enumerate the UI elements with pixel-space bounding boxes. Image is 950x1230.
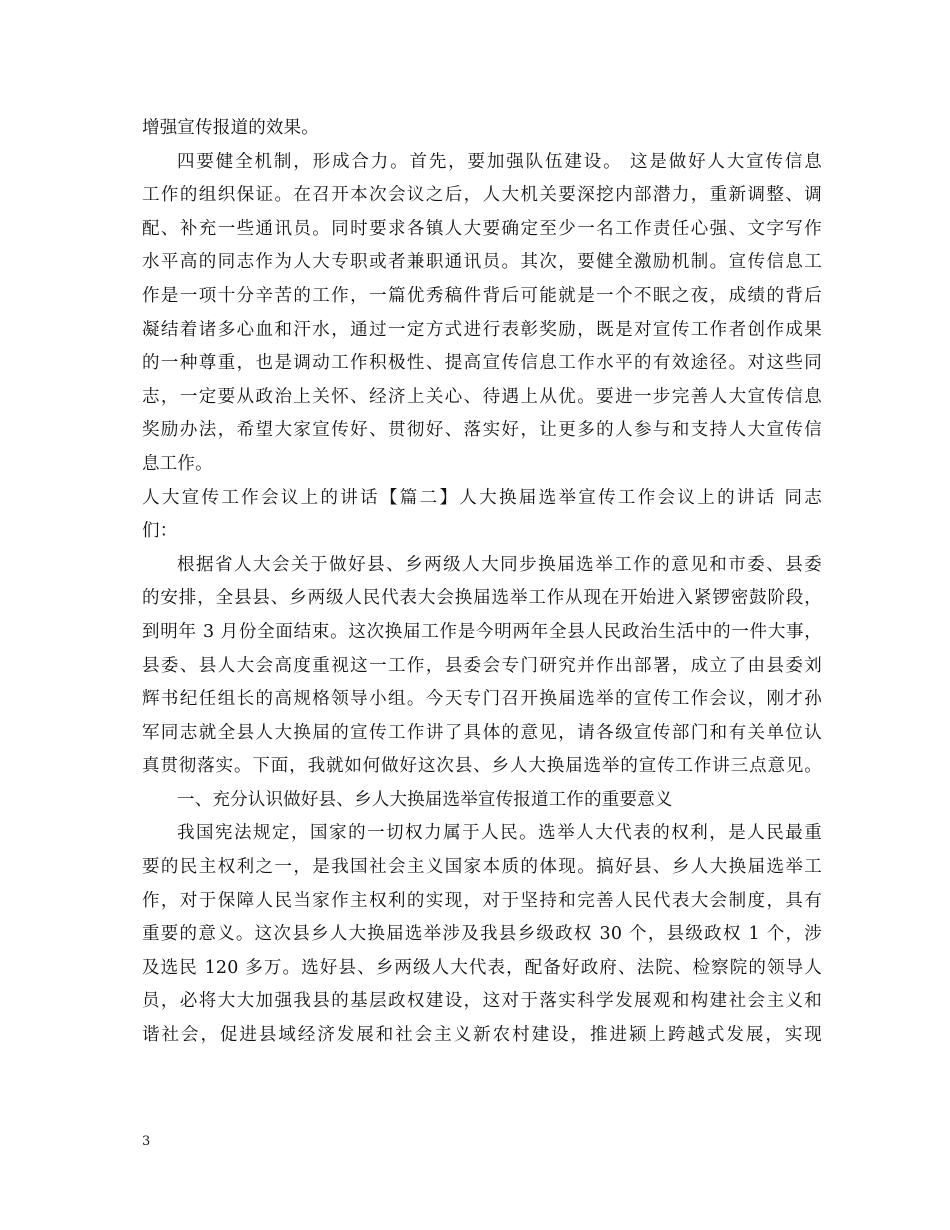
text-line: 员，必将大大加强我县的基层政权建设，这对于落实科学发展观和构建社会主义和	[142, 991, 822, 1012]
document-body	[142, 112, 822, 1053]
text-line: 要的民主权利之一，是我国社会主义国家本质的体现。搞好县、乡人大换届选举工	[142, 857, 822, 878]
text-line: 一、充分认识做好县、乡人大换届选举宣传报道工作的重要意义	[177, 789, 673, 810]
text-line: 配、补充一些通讯员。同时要求各镇人大要确定至少一名工作责任心强、文字写作	[142, 218, 822, 239]
text-line: 到明年 3 月份全面结束。这次换届工作是今明两年全县人民政治生活中的一件大事，	[142, 621, 822, 642]
text-line: 谐社会，促进县域经济发展和社会主义新农村建设，推进颍上跨越式发展，实现	[142, 1025, 822, 1046]
text-line: 工作的组织保证。在召开本次会议之后，人大机关要深挖内部潜力，重新调整、调	[142, 185, 822, 206]
text-line: 作是一项十分辛苦的工作，一篇优秀稿件背后可能就是一个不眠之夜，成绩的背后	[142, 285, 822, 306]
text-line: 水平高的同志作为人大专职或者兼职通讯员。其次，要健全激励机制。宣传信息工	[142, 252, 822, 273]
text-line: 根据省人大会关于做好县、乡两级人大同步换届选举工作的意见和市委、县委	[177, 554, 822, 575]
text-line: 的一种尊重，也是调动工作积极性、提高宣传信息工作水平的有效途径。对这些同	[142, 353, 822, 374]
text-line: 志，一定要从政治上关怀、经济上关心、待遇上从优。要进一步完善人大宣传信息	[142, 386, 822, 407]
page-number: 3	[142, 1134, 151, 1149]
text-line: 凝结着诸多心血和汗水，通过一定方式进行表彰奖励，既是对宣传工作者创作成果	[142, 319, 822, 340]
text-line: 息工作。	[142, 453, 213, 474]
text-line: 真贯彻落实。下面，我就如何做好这次县、乡人大换届选举的宣传工作讲三点意见。	[142, 756, 822, 777]
text-line: 辉书纪任组长的高规格领导小组。今天专门召开换届选举的宣传工作会议，刚才孙	[142, 689, 822, 710]
text-line: 县委、县人大会高度重视这一工作，县委会专门研究并作出部署，成立了由县委刘	[142, 655, 822, 676]
text-line: 们：	[142, 521, 178, 542]
text-line: 增强宣传报道的效果。	[142, 118, 319, 138]
text-line: 作，对于保障人民当家作主权利的实现，对于坚持和完善人民代表大会制度，具有	[142, 890, 822, 911]
text-line: 重要的意义。这次县乡人大换届选举涉及我县乡级政权 30 个，县级政权 1 个，涉	[142, 924, 822, 945]
text-line: 奖励办法，希望大家宣传好、贯彻好、落实好，让更多的人参与和支持人大宣传信	[142, 420, 822, 441]
text-line: 及选民 120 多万。选好县、乡两级人大代表，配备好政府、法院、检察院的领导人	[142, 957, 822, 978]
text-line: 人大宣传工作会议上的讲话【篇二】人大换届选举宣传工作会议上的讲话 同志	[142, 487, 822, 508]
text-line: 我国宪法规定，国家的一切权力属于人民。选举人大代表的权利，是人民最重	[177, 823, 822, 844]
text-line: 的安排，全县县、乡两级人民代表大会换届选举工作从现在开始进入紧锣密鼓阶段，	[142, 588, 822, 609]
text-line: 四要健全机制，形成合力。首先，要加强队伍建设。 这是做好人大宣传信息	[177, 151, 822, 172]
text-line: 军同志就全县人大换届的宣传工作讲了具体的意见，请各级宣传部门和有关单位认	[142, 722, 822, 743]
